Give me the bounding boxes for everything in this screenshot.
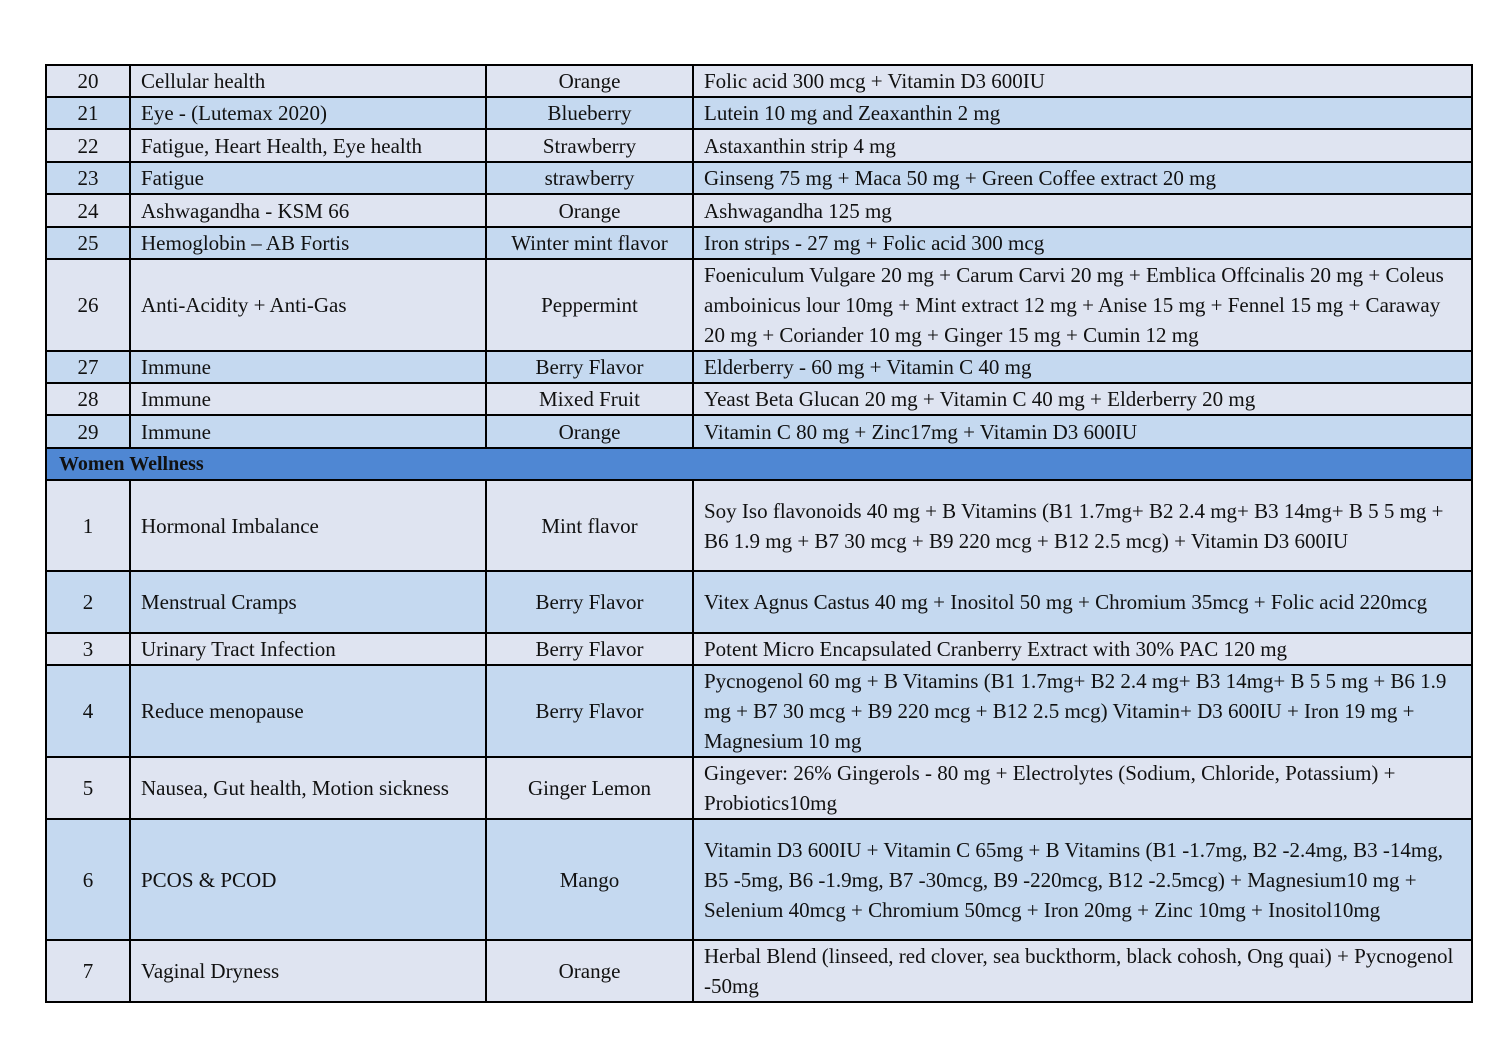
section-header-group (46, 448, 1472, 480)
condition-cell: Cellular health (130, 65, 486, 97)
ingredients-cell: Ashwagandha 125 mg (693, 194, 1472, 227)
ingredients-cell: Folic acid 300 mcg + Vitamin D3 600IU (693, 65, 1472, 97)
row-number: 4 (46, 665, 130, 757)
table-row (46, 162, 1472, 194)
table-row (46, 665, 1472, 757)
product-table (45, 64, 1473, 1003)
row-number: 1 (46, 480, 130, 571)
table-row (46, 65, 1472, 97)
row-number: 21 (46, 97, 130, 129)
flavor-cell: Mint flavor (486, 480, 693, 571)
row-number: 6 (46, 819, 130, 940)
table-row (46, 940, 1472, 1002)
condition-cell: Fatigue (130, 162, 486, 194)
flavor-cell: Orange (486, 194, 693, 227)
condition-cell: Anti-Acidity + Anti-Gas (130, 259, 486, 351)
condition-cell: Menstrual Cramps (130, 571, 486, 633)
row-number: 20 (46, 65, 130, 97)
table-row (46, 259, 1472, 351)
row-number: 26 (46, 259, 130, 351)
flavor-cell: Winter mint flavor (486, 227, 693, 259)
row-number: 3 (46, 633, 130, 665)
row-number: 23 (46, 162, 130, 194)
condition-cell: Eye - (Lutemax 2020) (130, 97, 486, 129)
condition-cell: Hormonal Imbalance (130, 480, 486, 571)
condition-cell: Nausea, Gut health, Motion sickness (130, 757, 486, 819)
ingredients-cell: Herbal Blend (linseed, red clover, sea buckthorm, black cohosh, Ong quai) + Pycnogenol -50mg (693, 940, 1472, 1002)
ingredients-cell: Vitex Agnus Castus 40 mg + Inositol 50 mg + Chromium 35mcg + Folic acid 220mcg (693, 571, 1472, 633)
row-number: 22 (46, 129, 130, 162)
condition-cell: Immune (130, 351, 486, 383)
condition-cell: Vaginal Dryness (130, 940, 486, 1002)
condition-cell: Hemoglobin – AB Fortis (130, 227, 486, 259)
row-number: 27 (46, 351, 130, 383)
flavor-cell: Berry Flavor (486, 571, 693, 633)
section-title: Women Wellness (46, 448, 1472, 480)
condition-cell: Fatigue, Heart Health, Eye health (130, 129, 486, 162)
row-number: 29 (46, 415, 130, 448)
condition-cell: Ashwagandha - KSM 66 (130, 194, 486, 227)
ingredients-cell: Soy Iso flavonoids 40 mg + B Vitamins (B1 1.7mg+ B2 2.4 mg+ B3 14mg+ B 5 5 mg + B6 1.9 mg + B7 30 mcg + B9 220 mcg + B12 2.5 mcg) + Vitamin D3 600IU (693, 480, 1472, 571)
ingredients-cell: Potent Micro Encapsulated Cranberry Extract with 30% PAC 120 mg (693, 633, 1472, 665)
women-wellness-rows (46, 480, 1472, 1002)
table-row (46, 97, 1472, 129)
condition-cell: Immune (130, 415, 486, 448)
table-row (46, 383, 1472, 415)
ingredients-cell: Yeast Beta Glucan 20 mg + Vitamin C 40 mg + Elderberry 20 mg (693, 383, 1472, 415)
condition-cell: PCOS & PCOD (130, 819, 486, 940)
table-row (46, 819, 1472, 940)
flavor-cell: Orange (486, 415, 693, 448)
flavor-cell: Blueberry (486, 97, 693, 129)
ingredients-cell: Foeniculum Vulgare 20 mg + Carum Carvi 20 mg + Emblica Offcinalis 20 mg + Coleus amboinicus lour 10mg + Mint extract 12 mg + Anise 15 mg + Fennel 15 mg + Caraway 20 mg + Coriander 10 mg + Ginger 15 mg + Cumin 12 mg (693, 259, 1472, 351)
table-row (46, 757, 1472, 819)
ingredients-cell: Iron strips - 27 mg + Folic acid 300 mcg (693, 227, 1472, 259)
condition-cell: Immune (130, 383, 486, 415)
row-number: 24 (46, 194, 130, 227)
flavor-cell: Mixed Fruit (486, 383, 693, 415)
flavor-cell: Ginger Lemon (486, 757, 693, 819)
general-rows (46, 65, 1472, 448)
flavor-cell: Orange (486, 65, 693, 97)
row-number: 28 (46, 383, 130, 415)
table-row (46, 415, 1472, 448)
table-row (46, 194, 1472, 227)
flavor-cell: Strawberry (486, 129, 693, 162)
ingredients-cell: Vitamin D3 600IU + Vitamin C 65mg + B Vitamins (B1 -1.7mg, B2 -2.4mg, B3 -14mg, B5 -5mg, B6 -1.9mg, B7 -30mcg, B9 -220mcg, B12 -2.5mcg) + Magnesium10 mg + Selenium 40mcg + Chromium 50mcg + Iron 20mg + Zinc 10mg + Inositol10mg (693, 819, 1472, 940)
table-row (46, 633, 1472, 665)
row-number: 25 (46, 227, 130, 259)
flavor-cell: Berry Flavor (486, 665, 693, 757)
table-row (46, 480, 1472, 571)
ingredients-cell: Ginseng 75 mg + Maca 50 mg + Green Coffee extract 20 mg (693, 162, 1472, 194)
condition-cell: Reduce menopause (130, 665, 486, 757)
table-row (46, 351, 1472, 383)
table-row (46, 227, 1472, 259)
flavor-cell: Mango (486, 819, 693, 940)
table-row (46, 571, 1472, 633)
row-number: 2 (46, 571, 130, 633)
row-number: 7 (46, 940, 130, 1002)
ingredients-cell: Astaxanthin strip 4 mg (693, 129, 1472, 162)
table-row (46, 129, 1472, 162)
flavor-cell: strawberry (486, 162, 693, 194)
ingredients-cell: Vitamin C 80 mg + Zinc17mg + Vitamin D3 600IU (693, 415, 1472, 448)
row-number: 5 (46, 757, 130, 819)
flavor-cell: Orange (486, 940, 693, 1002)
ingredients-cell: Pycnogenol 60 mg + B Vitamins (B1 1.7mg+ B2 2.4 mg+ B3 14mg+ B 5 5 mg + B6 1.9 mg + B7 30 mcg + B9 220 mcg + B12 2.5 mcg) Vitamin+ D3 600IU + Iron 19 mg + Magnesium 10 mg (693, 665, 1472, 757)
ingredients-cell: Elderberry - 60 mg + Vitamin C 40 mg (693, 351, 1472, 383)
flavor-cell: Peppermint (486, 259, 693, 351)
ingredients-cell: Lutein 10 mg and Zeaxanthin 2 mg (693, 97, 1472, 129)
section-header-row (46, 448, 1472, 480)
ingredients-cell: Gingever: 26% Gingerols - 80 mg + Electrolytes (Sodium, Chloride, Potassium) + Probiotics10mg (693, 757, 1472, 819)
flavor-cell: Berry Flavor (486, 351, 693, 383)
flavor-cell: Berry Flavor (486, 633, 693, 665)
condition-cell: Urinary Tract Infection (130, 633, 486, 665)
